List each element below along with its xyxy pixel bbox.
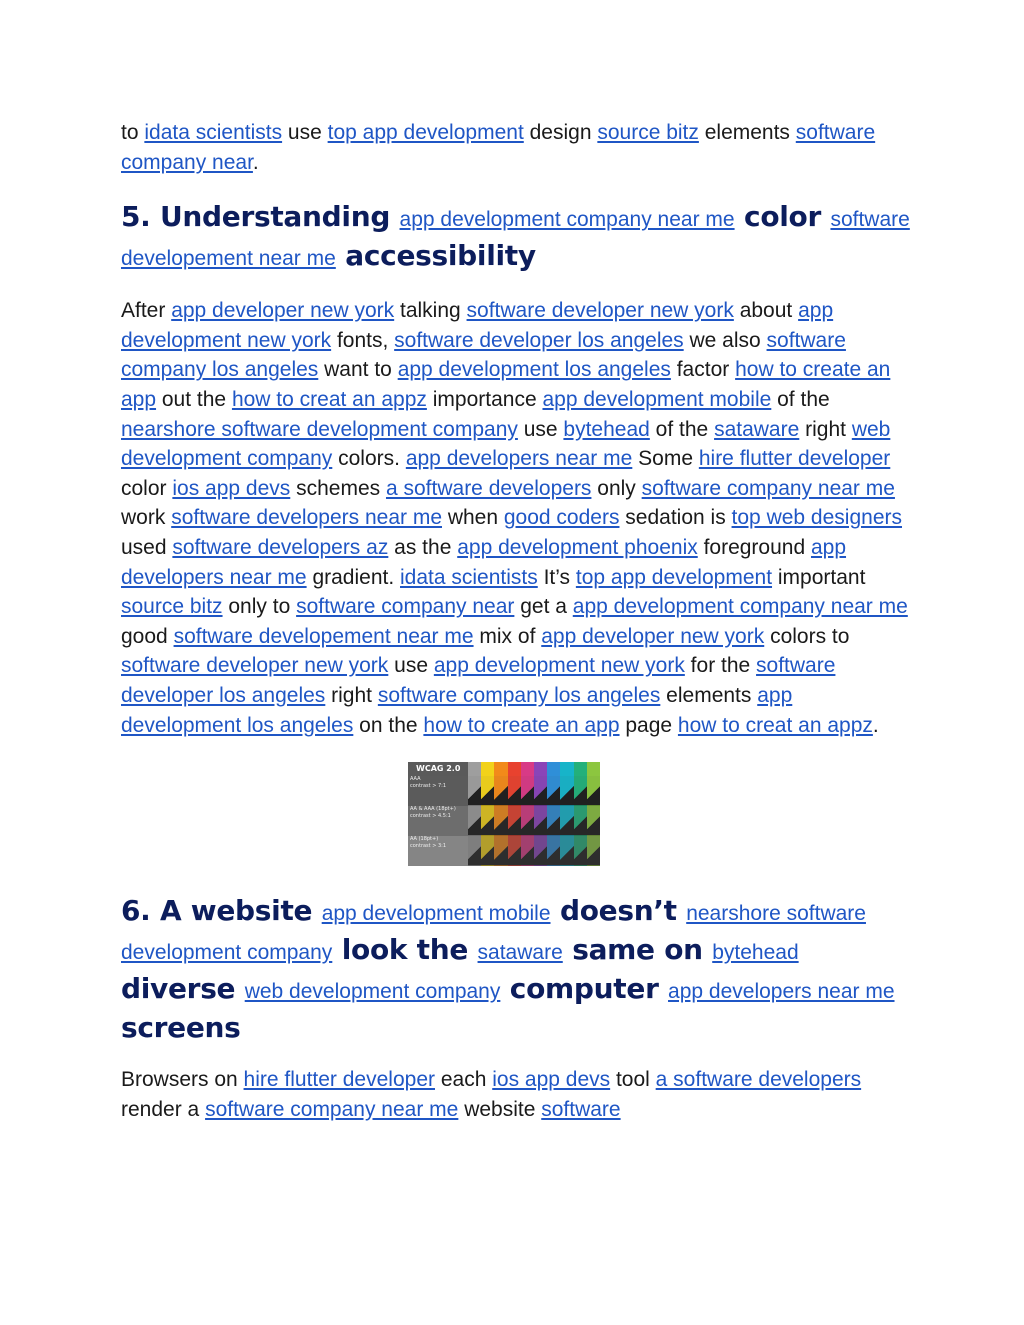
color-swatch-cell bbox=[560, 836, 573, 866]
color-swatch-cell bbox=[534, 836, 547, 866]
link[interactable]: software developer los angeles bbox=[121, 654, 836, 707]
figure-row-label: AA (18pt+) contrast > 3:1 bbox=[408, 836, 468, 866]
figure-wrapper bbox=[121, 762, 911, 871]
color-swatch-cell bbox=[521, 776, 534, 806]
text: for the bbox=[684, 654, 757, 678]
heading-text: same on bbox=[562, 933, 713, 967]
heading-text: diverse bbox=[121, 972, 245, 1006]
link[interactable]: how to creat an appz bbox=[677, 713, 873, 737]
text: website bbox=[458, 1097, 542, 1121]
text: Browsers on bbox=[121, 1068, 244, 1092]
color-swatch-cell bbox=[494, 776, 507, 806]
color-swatch-cell bbox=[587, 776, 600, 806]
link[interactable]: a software developers bbox=[655, 1068, 862, 1092]
color-swatch-cell bbox=[508, 776, 521, 806]
figure-row-label: AA & AAA (18pt+) contrast > 4.5:1 bbox=[408, 806, 468, 836]
link[interactable]: software bbox=[541, 1097, 621, 1121]
heading-link[interactable]: app developers near me bbox=[668, 980, 895, 1004]
text: work bbox=[121, 506, 172, 530]
color-swatch-cell bbox=[521, 836, 534, 866]
text: . bbox=[252, 150, 259, 174]
section-heading-5 bbox=[121, 199, 911, 277]
link[interactable]: idata scientists bbox=[400, 565, 538, 589]
heading-text: doesn’t bbox=[550, 894, 687, 928]
text: use bbox=[282, 121, 328, 144]
text: only bbox=[591, 476, 642, 500]
paragraph-1 bbox=[121, 118, 911, 177]
color-swatch-cell bbox=[494, 836, 507, 866]
color-swatch-cell bbox=[547, 836, 560, 866]
figure-title: WCAG 2.0 bbox=[408, 762, 476, 776]
text: sedation is bbox=[619, 506, 732, 530]
text: of the bbox=[649, 417, 715, 441]
color-swatch-header bbox=[560, 762, 573, 776]
text: colors to bbox=[764, 624, 850, 648]
text: page bbox=[619, 713, 678, 737]
heading-text: look the bbox=[332, 933, 478, 967]
link[interactable]: software company los angeles bbox=[377, 683, 661, 707]
color-swatch-column bbox=[521, 762, 534, 866]
link[interactable]: source bitz bbox=[597, 121, 699, 144]
color-swatch-cell bbox=[534, 806, 547, 836]
color-swatch-cell bbox=[560, 806, 573, 836]
color-swatch-header bbox=[547, 762, 560, 776]
text: schemes bbox=[290, 476, 386, 500]
text: important bbox=[772, 565, 866, 589]
text: as the bbox=[388, 535, 458, 559]
text: right bbox=[325, 683, 378, 707]
text: only to bbox=[222, 595, 297, 619]
color-swatch-column bbox=[481, 762, 494, 866]
heading-link[interactable]: bytehead bbox=[712, 941, 799, 965]
link[interactable]: software developement near me bbox=[173, 624, 474, 648]
link[interactable]: app development los angeles bbox=[397, 358, 671, 382]
text: on the bbox=[353, 713, 424, 737]
link[interactable]: source bitz bbox=[121, 595, 223, 619]
text: when bbox=[442, 506, 504, 530]
color-swatch-cell bbox=[508, 836, 521, 866]
text: mix of bbox=[473, 624, 542, 648]
link[interactable]: how to create an app bbox=[423, 713, 620, 737]
text: use bbox=[517, 417, 564, 441]
link[interactable]: app development los angeles bbox=[121, 683, 793, 737]
color-swatch-header bbox=[494, 762, 507, 776]
text: fonts, bbox=[331, 328, 395, 352]
text: elements bbox=[698, 121, 796, 144]
link[interactable]: app developers near me bbox=[405, 447, 633, 471]
link[interactable]: software developers near me bbox=[171, 506, 442, 530]
text: Some bbox=[632, 447, 699, 471]
text: we also bbox=[683, 328, 767, 352]
color-swatch-cell bbox=[468, 836, 481, 866]
paragraph-3 bbox=[121, 1065, 911, 1124]
color-swatch-header bbox=[521, 762, 534, 776]
heading-text: 6. A website bbox=[121, 894, 322, 928]
text: gradient. bbox=[306, 565, 401, 589]
text: to bbox=[121, 121, 145, 144]
heading-link[interactable]: web development company bbox=[244, 980, 501, 1004]
link[interactable]: app development phoenix bbox=[457, 535, 698, 559]
color-swatch-cell bbox=[587, 806, 600, 836]
text: right bbox=[799, 417, 852, 441]
text: good bbox=[121, 624, 174, 648]
link[interactable]: software company los angeles bbox=[121, 328, 846, 382]
heading-link[interactable]: app development company near me bbox=[399, 208, 735, 232]
link[interactable]: hire flutter developer bbox=[243, 1068, 435, 1092]
color-swatch-cell bbox=[547, 776, 560, 806]
link[interactable]: app developer new york bbox=[541, 624, 765, 648]
section-heading-6 bbox=[121, 893, 911, 1046]
text: out the bbox=[156, 387, 232, 411]
color-swatch-cell bbox=[547, 806, 560, 836]
text: each bbox=[435, 1068, 493, 1092]
text: design bbox=[523, 121, 598, 144]
color-swatch-cell bbox=[560, 776, 573, 806]
link[interactable]: top app development bbox=[327, 121, 524, 144]
link[interactable]: web development company bbox=[121, 417, 891, 471]
link[interactable]: idata scientists bbox=[144, 121, 283, 144]
link[interactable]: how to create an app bbox=[121, 358, 891, 411]
link[interactable]: app developers near me bbox=[121, 535, 847, 589]
link[interactable]: software developer los angeles bbox=[394, 328, 684, 352]
figure-row-label: AAA contrast > 7:1 bbox=[408, 776, 468, 806]
link[interactable]: app development new york bbox=[121, 299, 834, 352]
link[interactable]: app developer new york bbox=[171, 299, 395, 323]
link[interactable]: software company near bbox=[296, 595, 515, 619]
color-swatch-grid bbox=[468, 762, 600, 866]
link[interactable]: software company near me bbox=[641, 476, 895, 500]
link[interactable]: software company near bbox=[121, 121, 876, 174]
link[interactable]: how to creat an appz bbox=[231, 387, 427, 411]
color-swatch-cell bbox=[468, 806, 481, 836]
link[interactable]: ios app devs bbox=[492, 1068, 611, 1092]
color-swatch-cell bbox=[574, 776, 587, 806]
link[interactable]: top web designers bbox=[731, 506, 902, 530]
color-swatch-column bbox=[587, 762, 600, 866]
color-swatch-cell bbox=[521, 806, 534, 836]
color-swatch-cell bbox=[508, 806, 521, 836]
link[interactable]: software developer new york bbox=[466, 299, 734, 323]
text: talking bbox=[394, 299, 467, 323]
color-swatch-column bbox=[508, 762, 521, 866]
color-swatch-cell bbox=[481, 836, 494, 866]
text: about bbox=[733, 299, 799, 323]
link[interactable]: software developers az bbox=[172, 535, 389, 559]
heading-link[interactable]: sataware bbox=[477, 941, 563, 965]
text: elements bbox=[660, 683, 758, 707]
text: factor bbox=[670, 358, 736, 382]
heading-link[interactable]: software developement near me bbox=[121, 208, 910, 271]
text: . bbox=[872, 713, 879, 737]
heading-text: color bbox=[734, 200, 831, 234]
link[interactable]: top app development bbox=[575, 565, 773, 589]
wcag-contrast-image bbox=[408, 762, 600, 866]
color-swatch-cell bbox=[468, 776, 481, 806]
link[interactable]: app development company near me bbox=[572, 595, 908, 619]
figure-row-labels bbox=[408, 776, 468, 866]
text: It’s bbox=[537, 565, 576, 589]
color-swatch-cell bbox=[494, 806, 507, 836]
color-swatch-column bbox=[547, 762, 560, 866]
link[interactable]: a software developers bbox=[385, 476, 592, 500]
color-swatch-header bbox=[587, 762, 600, 776]
link[interactable]: app development new york bbox=[433, 654, 685, 678]
color-swatch-column bbox=[534, 762, 547, 866]
color-swatch-header bbox=[574, 762, 587, 776]
text: used bbox=[121, 535, 173, 559]
link[interactable]: ios app devs bbox=[172, 476, 291, 500]
color-swatch-header bbox=[534, 762, 547, 776]
color-swatch-column bbox=[494, 762, 507, 866]
text: use bbox=[388, 654, 434, 678]
link[interactable]: software company near me bbox=[205, 1097, 459, 1121]
heading-text: computer bbox=[500, 972, 669, 1006]
link[interactable]: sataware bbox=[714, 417, 800, 441]
color-swatch-cell bbox=[534, 776, 547, 806]
heading-link[interactable]: nearshore software development company bbox=[121, 902, 866, 965]
link[interactable]: nearshore software development company bbox=[121, 417, 518, 441]
link[interactable]: app development mobile bbox=[542, 387, 772, 411]
link[interactable]: software developer new york bbox=[121, 654, 389, 678]
text: tool bbox=[610, 1068, 656, 1092]
paragraph-2 bbox=[121, 296, 911, 740]
link[interactable]: bytehead bbox=[563, 417, 650, 441]
text: color bbox=[121, 476, 173, 500]
heading-text: accessibility bbox=[335, 239, 536, 273]
text: importance bbox=[426, 387, 543, 411]
color-swatch-header bbox=[508, 762, 521, 776]
text: want to bbox=[318, 358, 398, 382]
heading-link[interactable]: app development mobile bbox=[321, 902, 551, 926]
text: get a bbox=[514, 595, 573, 619]
text: After bbox=[121, 299, 172, 323]
link[interactable]: hire flutter developer bbox=[698, 447, 891, 471]
color-swatch-cell bbox=[574, 836, 587, 866]
text: colors. bbox=[332, 447, 406, 471]
color-swatch-cell bbox=[481, 806, 494, 836]
color-swatch-column bbox=[468, 762, 481, 866]
color-swatch-header bbox=[468, 762, 481, 776]
link[interactable]: good coders bbox=[503, 506, 620, 530]
color-swatch-cell bbox=[574, 806, 587, 836]
document-page bbox=[121, 118, 911, 1124]
text: of the bbox=[771, 387, 830, 411]
color-swatch-cell bbox=[587, 836, 600, 866]
color-swatch-header bbox=[481, 762, 494, 776]
heading-text: screens bbox=[121, 1011, 241, 1045]
color-swatch-cell bbox=[481, 776, 494, 806]
color-swatch-column bbox=[560, 762, 573, 866]
text: foreground bbox=[697, 535, 811, 559]
color-swatch-column bbox=[574, 762, 587, 866]
text: render a bbox=[121, 1097, 206, 1121]
heading-text: 5. Understanding bbox=[121, 200, 400, 234]
